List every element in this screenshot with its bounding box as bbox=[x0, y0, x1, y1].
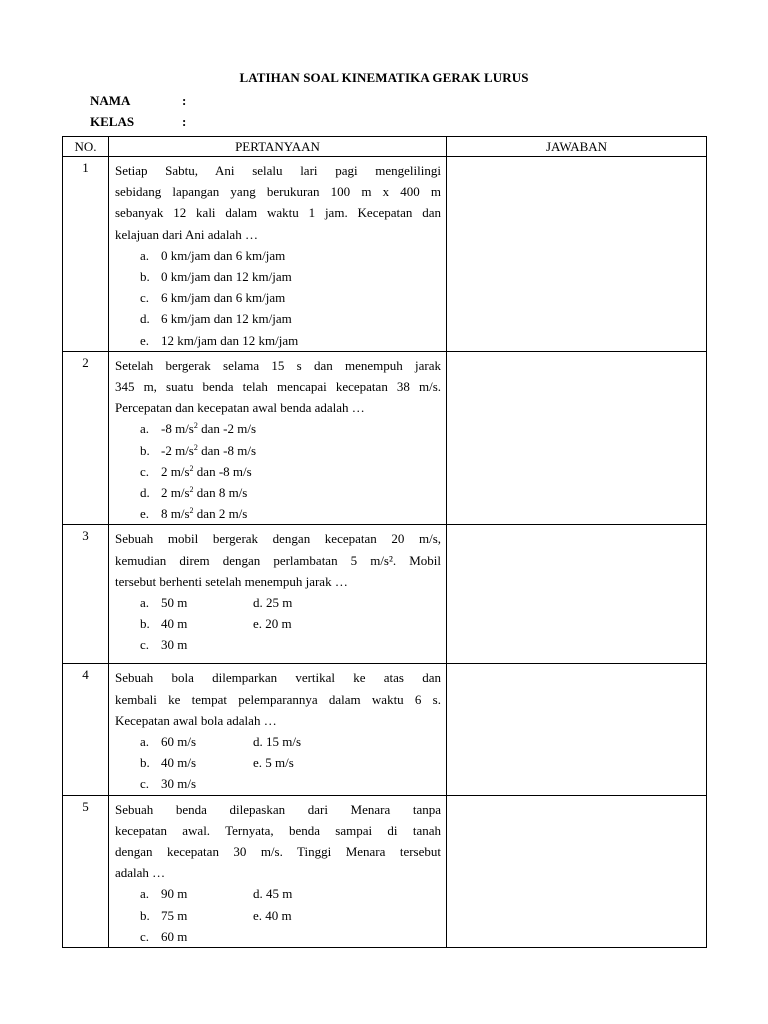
option-row bbox=[115, 752, 441, 773]
stem-line: adalah … bbox=[115, 865, 166, 881]
question-cell bbox=[109, 795, 447, 947]
option-letter: b. bbox=[140, 755, 150, 771]
option-letter: d. bbox=[140, 485, 150, 501]
option-item bbox=[115, 245, 441, 266]
stem-line: Sebuah benda dilepaskan dari Menara tanpa bbox=[115, 801, 441, 817]
table-row bbox=[63, 157, 707, 352]
header-no: NO. bbox=[63, 137, 109, 157]
table-header-row bbox=[63, 137, 707, 157]
option-letter: b. bbox=[140, 907, 150, 923]
question-cell bbox=[109, 664, 447, 795]
stem-line: sebidang lapangan yang berukuran 100 m x 400 m bbox=[115, 184, 441, 200]
question-stem bbox=[115, 528, 441, 592]
stem-line: 345 m, suatu benda telah mencapai kecepatan 38 m/s. bbox=[115, 379, 441, 395]
option-list bbox=[115, 731, 441, 795]
option-row bbox=[115, 883, 441, 904]
option-letter: a. bbox=[140, 421, 150, 437]
option-row bbox=[115, 926, 441, 947]
question-number: 1 bbox=[63, 157, 109, 352]
option-text: 6 km/jam dan 12 km/jam bbox=[161, 311, 292, 327]
document-title: LATIHAN SOAL KINEMATIKA GERAK LURUS bbox=[239, 70, 529, 85]
table-row bbox=[63, 525, 707, 664]
class-separator: : bbox=[182, 114, 187, 129]
option-text: 90 m bbox=[161, 886, 188, 902]
option-text: 25 m bbox=[266, 595, 293, 611]
option-item bbox=[115, 308, 441, 329]
question-cell bbox=[109, 351, 447, 525]
question-number: 3 bbox=[63, 525, 109, 664]
option-text: 5 m/s bbox=[265, 755, 294, 771]
option-letter: e. bbox=[253, 907, 263, 923]
stem-line: tersebut berhenti setelah menempuh jarak … bbox=[115, 573, 348, 589]
option-text: 30 m/s bbox=[161, 776, 197, 792]
question-cell bbox=[109, 525, 447, 664]
option-list bbox=[115, 883, 441, 947]
option-letter: c. bbox=[140, 928, 150, 944]
option-text: 12 km/jam dan 12 km/jam bbox=[161, 332, 299, 348]
name-field bbox=[90, 93, 186, 109]
question-number: 4 bbox=[63, 664, 109, 795]
option-row bbox=[115, 905, 441, 926]
option-letter: c. bbox=[140, 637, 150, 653]
option-letter: e. bbox=[253, 616, 263, 632]
option-letter: a. bbox=[140, 734, 150, 750]
option-letter: b. bbox=[140, 442, 150, 458]
option-letter: e. bbox=[140, 506, 150, 522]
answer-cell[interactable] bbox=[447, 795, 707, 947]
stem-line: kembali ke tempat pelemparannya dalam waktu 6 s. bbox=[115, 691, 441, 707]
stem-line: Percepatan dan kecepatan awal benda adalah … bbox=[115, 400, 365, 416]
table-row bbox=[63, 795, 707, 947]
option-text: 0 km/jam dan 12 km/jam bbox=[161, 269, 292, 285]
option-item bbox=[115, 330, 441, 351]
option-text: 2 $m/s^2$ dan 8 m/s bbox=[161, 485, 248, 501]
name-separator: : bbox=[182, 93, 187, 108]
stem-line: kelajuan dari Ani adalah … bbox=[115, 226, 258, 242]
answer-cell[interactable] bbox=[447, 525, 707, 664]
option-row bbox=[115, 613, 441, 634]
option-item bbox=[115, 461, 441, 482]
option-row bbox=[115, 592, 441, 613]
option-letter: d. bbox=[140, 311, 150, 327]
option-item bbox=[115, 418, 441, 439]
option-letter: e. bbox=[253, 755, 263, 771]
option-text: 30 m bbox=[161, 637, 188, 653]
option-item bbox=[115, 287, 441, 308]
option-text: 40 m bbox=[265, 907, 292, 923]
option-text: 15 m/s bbox=[266, 734, 302, 750]
option-letter: e. bbox=[140, 332, 150, 348]
stem-line: Kecepatan awal bola adalah … bbox=[115, 712, 277, 728]
option-letter: d. bbox=[253, 886, 263, 902]
question-stem bbox=[115, 355, 441, 419]
option-letter: c. bbox=[140, 463, 150, 479]
option-letter: b. bbox=[140, 269, 150, 285]
option-text: 40 m/s bbox=[161, 755, 197, 771]
option-text: 45 m bbox=[266, 886, 293, 902]
option-text: 0 km/jam dan 6 km/jam bbox=[161, 247, 286, 263]
option-letter: c. bbox=[140, 776, 150, 792]
answer-cell[interactable] bbox=[447, 664, 707, 795]
option-text: 75 m bbox=[161, 907, 188, 923]
option-letter: a. bbox=[140, 247, 150, 263]
option-text: 60 m bbox=[161, 928, 188, 944]
option-text: -8 $m/s^2$ dan -2 m/s bbox=[161, 421, 257, 437]
question-stem bbox=[115, 160, 441, 245]
answer-cell[interactable] bbox=[447, 351, 707, 525]
class-label: KELAS bbox=[90, 114, 135, 129]
name-label: NAMA bbox=[90, 93, 131, 108]
question-stem bbox=[115, 667, 441, 731]
stem-line: sebanyak 12 kali dalam waktu 1 jam. Kecepatan dan bbox=[115, 205, 441, 221]
option-text: 50 m bbox=[161, 595, 188, 611]
header-question: PERTANYAAN bbox=[109, 137, 447, 157]
option-row bbox=[115, 731, 441, 752]
option-row bbox=[115, 773, 441, 794]
stem-line: Sebuah mobil bergerak dengan kecepatan 20 m/s, bbox=[115, 531, 441, 547]
stem-line: Setelah bergerak selama 15 s dan menempuh jarak bbox=[115, 357, 441, 373]
option-row bbox=[115, 634, 441, 655]
option-item bbox=[115, 440, 441, 461]
option-text: 20 m bbox=[265, 616, 292, 632]
option-text: 8 $m/s^2$ dan 2 m/s bbox=[161, 506, 248, 522]
option-text: 6 km/jam dan 6 km/jam bbox=[161, 290, 286, 306]
header-answer: JAWABAN bbox=[447, 137, 707, 157]
class-field bbox=[90, 114, 186, 130]
option-list bbox=[115, 592, 441, 656]
option-text: 40 m bbox=[161, 616, 188, 632]
table-row bbox=[63, 664, 707, 795]
option-letter: a. bbox=[140, 886, 150, 902]
stem-line: kemudian direm dengan perlambatan 5 m/s². Mobil bbox=[115, 552, 441, 568]
option-item bbox=[115, 482, 441, 503]
stem-line: Sebuah bola dilemparkan vertikal ke atas dan bbox=[115, 670, 441, 686]
option-letter: d. bbox=[253, 734, 263, 750]
question-cell bbox=[109, 157, 447, 352]
question-number: 2 bbox=[63, 351, 109, 525]
answer-cell[interactable] bbox=[447, 157, 707, 352]
question-stem bbox=[115, 799, 441, 884]
option-text: 2 $m/s^2$ dan -8 m/s bbox=[161, 463, 252, 479]
option-item bbox=[115, 503, 441, 524]
table-row bbox=[63, 351, 707, 525]
option-text: 60 m/s bbox=[161, 734, 197, 750]
stem-line: dengan kecepatan 30 m/s. Tinggi Menara tersebut bbox=[115, 844, 441, 860]
option-letter: d. bbox=[253, 595, 263, 611]
option-text: -2 $m/s^2$ dan -8 m/s bbox=[161, 442, 257, 458]
stem-line: Setiap Sabtu, Ani selalu lari pagi mengelilingi bbox=[115, 163, 441, 178]
option-list bbox=[115, 418, 441, 524]
option-letter: c. bbox=[140, 290, 150, 306]
question-table bbox=[62, 136, 707, 948]
option-letter: a. bbox=[140, 595, 150, 611]
question-number: 5 bbox=[63, 795, 109, 947]
option-list bbox=[115, 245, 441, 351]
option-item bbox=[115, 266, 441, 287]
stem-line: kecepatan awal. Ternyata, benda sampai di tanah bbox=[115, 822, 441, 838]
option-letter: b. bbox=[140, 616, 150, 632]
